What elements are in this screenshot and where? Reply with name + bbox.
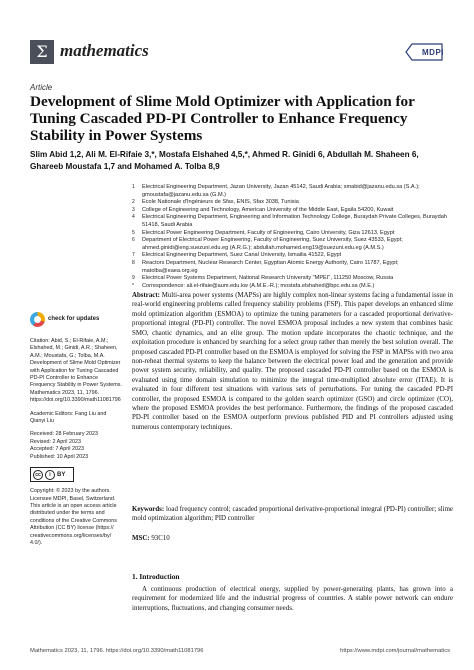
paper-title: Development of Slime Mold Optimizer with Application for Tuning Cascaded PD-PI Controller to Enhance Frequency Stability in Power Systems (30, 93, 415, 144)
accepted-date: Accepted: 7 April 2023 (30, 446, 84, 453)
mdpi-logo-text: MDPI (422, 48, 444, 57)
abstract-text: Multi-area power systems (MAPSs) are highly complex non-linear systems facing a fundamental issue in real-world engineering problems called frequency stability problems (FSP). This paper develops an enhanced slime mold optimization algorithm (ESMOA) to optimize the tuning parameters for a cascaded proportional derivative-proportional integral (PD-PI) controller. The novel ESMOA proposal includes a new system that combines basic SMO, chaotic dynamics, and an elite group. The motion update incorporates the chaotic technique, and the exploitation procedure is enhanced by searching for a select group rather than merely the best solution overall. The proposed cascaded PD-PI controller based on the ESMOA is employed for solving the FSP in MAPSs with two area non-reheat thermal systems to keep the balance between the electrical power load and the generation and provide power system security, reliability, and quality. The proposed cascaded PD-PI controller based on the ESMOA is evaluated using time domain simulation to minimize the integral time-multiplied absolute error (ITAE). It is evaluated in four different test situations with various sets of perturbations. For tuning the cascaded PD-PI controller, the proposed ESMOA is compared to the golden search optimizer (GSO) and circle optimizer (CO), where the proposed ESMOA provides the best performance. Furthermore, the findings of the proposed cascaded PD-PI controller based on the ESMOA outperform previous published PID and PI controllers adjusted using numerous contemporary techniques. (132, 292, 453, 431)
attribution-icon: i (45, 470, 55, 480)
keywords-label: Keywords: (132, 506, 165, 513)
keywords-text: load frequency control; cascaded proportional derivative-proportional integral (PD-PI) controller; slime mold optimization algorithm; PID controller (132, 506, 453, 523)
author-list (30, 149, 450, 173)
article-sidebar (30, 312, 122, 553)
affiliation-item: 1 Electrical Engineering Department, Jazan University, Jazan 45142, Saudi Arabia; smabid@jazanu.edu.sa (S.A.); gmoustafa@jazanu.edu.sa (G.M.) (132, 184, 420, 198)
introduction (132, 585, 453, 613)
journal-name[interactable]: mathematics (60, 41, 149, 60)
affiliation-item: 2 Ecole Nationale d'Ingénieurs de Sfax, ENIS, Sfax 3038, Tunisia (132, 199, 299, 206)
article-type: Article (30, 83, 53, 92)
authors-line-1[interactable]: Slim Abid 1,2, Ali M. El-Rifaie 3,*, Mostafa Elshahed 4,5,*, Ahmed R. Ginidi 6, Abdullah M. Shaheen 6, (30, 150, 419, 159)
revised-date: Revised: 2 April 2023 (30, 438, 81, 445)
affiliation-item: 9 Electrical Power Systems Department, National Research University "MPEI", 111250 Moscow, Russia (132, 275, 394, 282)
intro-paragraph: A continuous production of electrical energy, supplied by power-generating plants, has grown into a requirement for modernized life and the industrial progress of countries. A stable power network can endure interruptions, fluctuations, and changing consumer needs. (132, 585, 453, 612)
affiliations (132, 184, 452, 290)
footer-url[interactable]: https://www.mdpi.com/journal/mathematics (340, 648, 450, 654)
correspondence: * Correspondence: ali.el-rifaie@aum.edu.kw (A.M.E.-R.); mostafa.elshahed@bpc.edu.sa (M.E.) (132, 282, 375, 289)
section-heading: 1. Introduction (132, 572, 180, 581)
journal-logo-icon: Σ (30, 40, 54, 64)
check-updates-label: check for updates (48, 316, 100, 323)
cc-by-label: BY (57, 471, 66, 478)
published-date: Published: 10 April 2023 (30, 453, 89, 460)
msc-label: MSC: (132, 535, 150, 542)
copyright-block: Copyright: © 2023 by the authors. Licensee MDPI, Basel, Switzerland. This article is an open access article distributed under the terms and conditions of the Creative Commons Attribution (CC BY) license (https:// creativecommons.org/licenses/by/ 4.0/). (30, 488, 117, 546)
abstract-label: Abstract: (132, 292, 160, 299)
page-footer (30, 648, 450, 654)
abstract (132, 291, 453, 432)
check-updates-button[interactable] (30, 312, 122, 327)
affiliation-item: 7 Electrical Engineering Department, Suez Canal University, Ismailia 41522, Egypt (132, 252, 342, 259)
citation-block: Citation: Abid, S.; El-Rifaie, A.M.; Elshahed, M.; Ginidi, A.R.; Shaheen, A.M.; Moustafa, G.; Tolba, M.A. Development of Slime Mold Optimizer with Application for Tuning Cascaded PD-PI Controller to Enhance Frequency Stability in Power Systems. Mathematics 2023, 11, 1796. https://doi.org/10.3390/math11081796 (30, 338, 122, 404)
affiliation-item: 6 Department of Electrical Power Engineering, Faculty of Engineering, Suez University, Suez 43533, Egypt; ahmed.ginidi@eng.suezuni.edu.eg (A.R.G.); abdullah.mohamed.eng19@suezuni.edu.eg (A.M.S.) (132, 237, 403, 251)
msc-value: 93C10 (151, 535, 170, 542)
received-date: Received: 28 February 2023 (30, 431, 99, 438)
cc-icon: cc (33, 470, 43, 480)
affiliation-item: 5 Electrical Power Engineering Department, Faculty of Engineering, Cairo University, Giza 12613, Egypt (132, 229, 395, 236)
keywords (132, 505, 453, 524)
affiliation-item: 3 College of Engineering and Technology, American University of the Middle East, Egaila 54200, Kuwait (132, 206, 394, 213)
affiliation-item: 4 Electrical Engineering Department, Engineering and Information Technology College, Buraydah Private Colleges, Buraydah 51418, Saudi Arabia (132, 214, 447, 228)
dates-block (30, 431, 122, 461)
check-updates-icon (30, 312, 45, 327)
journal-header (30, 40, 450, 68)
authors-line-2[interactable]: Ghareeb Moustafa 1,7 and Mohamed A. Tolba 8,9 (30, 162, 220, 171)
mdpi-logo[interactable] (398, 42, 450, 62)
footer-citation[interactable]: Mathematics 2023, 11, 1796. https://doi.org/10.3390/math11081796 (30, 648, 204, 654)
cc-license-badge[interactable] (30, 467, 74, 482)
affiliation-item: 8 Reactors Department, Nuclear Research Center, Egyptian Atomic Energy Authority, Cairo 11787, Egypt; matolba@eaea.org.eg (132, 259, 399, 274)
academic-editors: Academic Editors: Fang Liu and Qianyi Liu (30, 410, 107, 425)
msc-classification (132, 535, 453, 542)
